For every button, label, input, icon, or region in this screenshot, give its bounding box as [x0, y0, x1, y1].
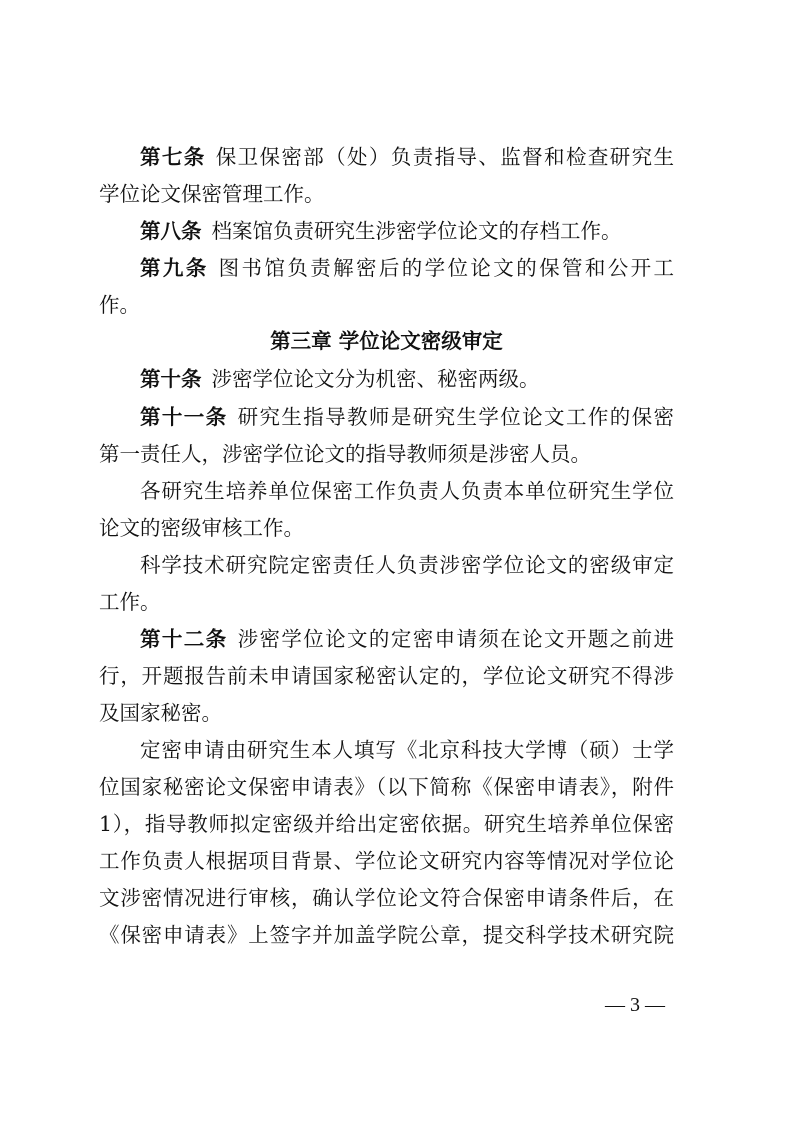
- article-12-text: 涉密学位论文的定密申请须在论文开题之前进: [237, 627, 675, 651]
- article-10-line-1: [140, 362, 674, 396]
- chapter-title: 第三章 学位论文密级审定: [270, 329, 503, 353]
- article-9-line-1: [140, 251, 674, 285]
- article-12-line-3: 及国家秘密。: [99, 701, 222, 725]
- article-10-label: 第十条: [140, 367, 202, 391]
- article-12-p2-line-1: 定密申请由研究生本人填写《北京科技大学博（硕）士学: [140, 738, 674, 762]
- article-8-label: 第八条: [140, 219, 202, 243]
- article-12-label: 第十二条: [140, 627, 228, 651]
- article-12-line-1: [140, 622, 674, 656]
- article-11-p3-line-1: 科学技术研究院定密责任人负责涉密学位论文的密级审定: [140, 553, 674, 577]
- article-11-p2-line-2: 论文的密级审核工作。: [99, 516, 304, 540]
- article-8-text: 档案馆负责研究生涉密学位论文的存档工作。: [211, 219, 622, 243]
- article-12-p2-line-3: 1），指导教师拟定密级并给出定密依据。研究生培养单位保密: [99, 812, 674, 836]
- article-9-text: 图书馆负责解密后的学位论文的保管和公开工: [218, 256, 675, 280]
- article-11-p2-line-1: 各研究生培养单位保密工作负责人负责本单位研究生学位: [140, 479, 674, 503]
- article-12-p2-line-5: 文涉密情况进行审核，确认学位论文符合保密申请条件后，在: [99, 886, 674, 910]
- page-number: — 3 —: [605, 994, 665, 1016]
- article-12-p2-line-2: 位国家秘密论文保密申请表》（以下简称《保密申请表》，附件: [99, 775, 674, 799]
- article-10-text: 涉密学位论文分为机密、秘密两级。: [211, 367, 540, 391]
- article-9-label: 第九条: [140, 256, 209, 280]
- article-7-text: 保卫保密部（处）负责指导、监督和检查研究生: [215, 145, 675, 169]
- article-11-text: 研究生指导教师是研究生学位论文工作的保密: [237, 405, 675, 429]
- article-11-label: 第十一条: [140, 405, 228, 429]
- article-12-p2-line-6: 《保密申请表》上签字并加盖学院公章，提交科学技术研究院: [99, 923, 674, 947]
- article-11-line-1: [140, 400, 674, 434]
- article-9-line-2: 作。: [99, 293, 140, 317]
- article-12-p2-line-4: 工作负责人根据项目背景、学位论文研究内容等情况对学位论: [99, 849, 674, 873]
- article-11-p3-line-2: 工作。: [99, 590, 161, 614]
- article-11-line-2: 第一责任人，涉密学位论文的指导教师须是涉密人员。: [99, 442, 591, 466]
- article-7-line-1: [140, 140, 674, 174]
- article-12-line-2: 行，开题报告前未申请国家秘密认定的，学位论文研究不得涉: [99, 664, 674, 688]
- article-8-line-1: [140, 214, 674, 248]
- article-7-label: 第七条: [140, 145, 206, 169]
- article-7-line-2: 学位论文保密管理工作。: [99, 182, 325, 206]
